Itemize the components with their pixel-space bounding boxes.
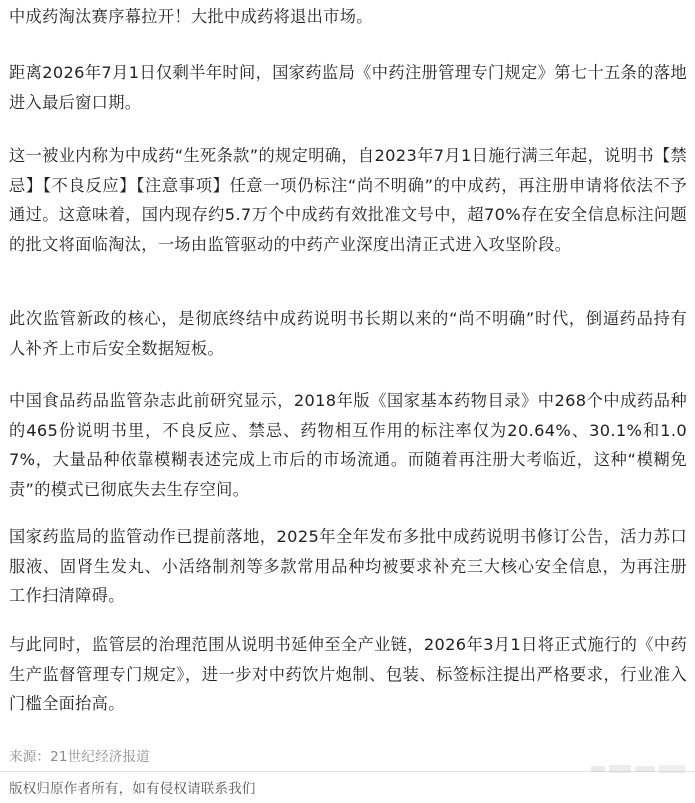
article-paragraph-6: 国家药监局的监管动作已提前落地，2025年全年发布多批中成药说明书修订公告，活力苏口服液、固肾生发丸、小活络制剂等多款常用品种均被要求补充三大核心安全信息，为再注册工作扫清障碍。 — [9, 527, 687, 605]
article-paragraph-2: 距离2026年7月1日仅剩半年时间，国家药监局《中药注册管理专门规定》第七十五条的落地进入最后窗口期。 — [9, 63, 687, 112]
article-paragraph-5: 中国食品药品监管杂志此前研究显示，2018年版《国家基本药物目录》中268个中成药品种的465份说明书里，不良反应、禁忌、药物相互作用的标注率仅为20.64%、30.1%和1.07%，大量品种依靠模糊表述完成上市后的市场流通。而随着再注册大考临近，这种“模糊免责”的模式已彻底失去生存空间。 — [9, 391, 687, 499]
article-paragraph-7: 与此同时，监管层的治理范围从说明书延伸至全产业链，2026年3月1日将正式施行的《中药生产监督管理专门规定》，进一步对中药饮片炮制、包装、标签标注提出严格要求，行业准入门槛全面抬高。 — [9, 635, 687, 713]
article-paragraph-3: 这一被业内称为中成药“生死条款”的规定明确，自2023年7月1日施行满三年起，说明书【禁忌】【不良反应】【注意事项】任意一项仍标注“尚不明确”的中成药，再注册申请将依法不予通过。这意味着，国内现存约5.7万个中成药有效批准文号中，超70%存在安全信息标注问题的批文将面临淘汰，一场由监管驱动的中药产业深度出清正式进入攻坚阶段。 — [9, 146, 687, 254]
article-paragraph-1: 中成药淘汰赛序幕拉开！大批中成药将退出市场。 — [9, 7, 373, 26]
copyright-notice: 版权归原作者所有，如有侵权请联系我们 — [9, 781, 256, 797]
article-source: 来源：21世纪经济报道 — [9, 749, 150, 765]
watermark-icon — [591, 762, 687, 776]
article-paragraph-4: 此次监管新政的核心，是彻底终结中成药说明书长期以来的“尚不明确”时代，倒逼药品持有人补齐上市后安全数据短板。 — [9, 309, 687, 358]
